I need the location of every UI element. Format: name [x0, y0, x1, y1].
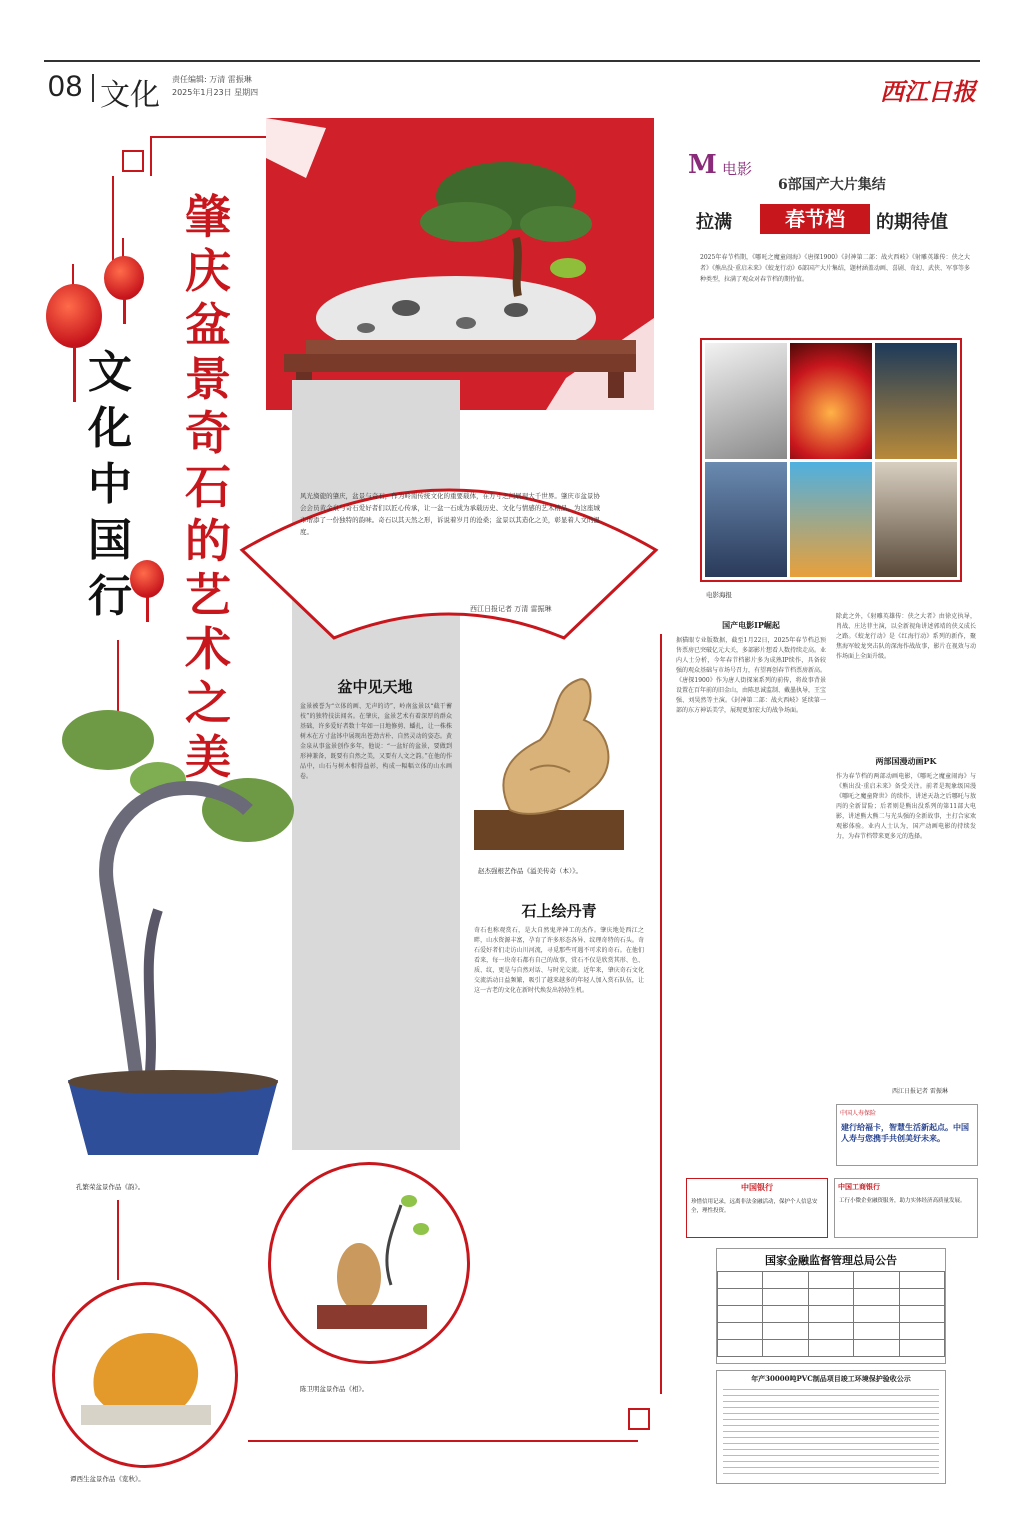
film-poster — [790, 462, 872, 578]
section1-body: 盆景被誉为“立体的画、无声的诗”，岭南盆景以“截干蓄枝”的独特技法闻名。在肇庆，盆景艺术有着深厚的群众基础，许多爱好者数十年如一日地修剪、蟠扎，让一株株树木在方寸盆钵中展现出苍劲古朴、自然灵动的姿态。黄金泉从事盆景创作多年，他说：“一盆好的盆景，要做到形神兼备，既要有自然之美，又要有人文之韵。”在他的作品中，山石与树木相得益彰，构成一幅幅立体的山水画卷。 — [300, 703, 452, 780]
film-poster — [875, 462, 957, 578]
film-lead: 2025年春节档期，《哪吒之魔童闹海》《唐探1900》《封神第二部：战火西岐》《射雕英雄传：侠之大者》《熊出没·重启未来》《蛟龙行动》6部国产大片集结，题材涵盖动画、喜剧、奇幻、武侠、军事等多种类型，拉满了观众对春节档的期待值。 — [700, 254, 970, 283]
film-badge-label: 电影 — [722, 160, 753, 178]
ad1-title: 中国人寿保险 — [840, 1110, 877, 1117]
header-divider — [92, 74, 94, 102]
frame-line-left-lower — [117, 1200, 119, 1280]
film-col2-heading: 两部国漫动画PK — [875, 756, 937, 766]
ad3-body: 工行小微企业融资服务，助力实体经济高质量发展。 — [839, 1198, 966, 1204]
newspaper-logo: 西江日报 — [880, 77, 976, 106]
film-col2-body: 除此之外，《射雕英雄传：侠之大者》由徐克执导，肖战、庄达菲主演，以全新视角讲述郭靖的侠义成长之路。《蛟龙行动》是《红海行动》系列的新作，聚焦海军蛟龙突击队的深海作战故事，影片在视效与动作场面上全面升级。 — [836, 613, 976, 660]
film-title-highlight: 春节档 — [760, 204, 870, 234]
film-subtitle: 6部国产大片集结 — [778, 177, 886, 193]
notice-financial-regulator — [716, 1248, 946, 1364]
frame-line-topleft — [150, 136, 152, 176]
ad-box-bank-of-china[interactable] — [686, 1178, 828, 1238]
lantern-string-2 — [122, 238, 124, 258]
film-poster — [705, 343, 787, 459]
section2-heading: 石上绘丹青 — [521, 902, 597, 920]
ad2-bank: 中国银行 — [741, 1182, 773, 1192]
film-title-left: 拉满 — [696, 212, 732, 233]
header-rule — [44, 60, 980, 62]
lantern-tassel-2 — [123, 298, 126, 324]
ad2-body: 珍惜信用记录，远离非法金融活动，保护个人信息安全，理性投资。 — [691, 1199, 818, 1214]
film-col1-body: 据猫眼专业版数据，截至1月22日，2025年春节档总预售票房已突破亿元大关，多部影片想看人数持续走高。业内人士分析，今年春节档影片多为成熟IP续作，具备较强的观众基础与市场号召力，有望再创春节档票房新高。《唐探1900》作为唐人街探案系列的前传，将故事背景设置在百年前的旧金山，由陈思诚监制、戴墨执导，王宝强、刘昊然等主演。《封神第二部：战火西岐》延续第一部的东方神话美学，展现更加宏大的战争场面。 — [676, 637, 826, 714]
frame-corner-knot — [122, 150, 144, 172]
ad1-body: 建行给福卡，智慧生活新起点。中国人寿与您携手共创美好未来。 — [841, 1122, 969, 1143]
series-title: 文化中国行 — [88, 347, 132, 622]
film-byline: 西江日报记者 雷振琳 — [892, 1088, 948, 1095]
film-grid-caption: 电影海报 — [706, 591, 732, 599]
center-photo-caption: 赵杰强根艺作品《溢美传奇（本）》。 — [478, 867, 582, 875]
film-poster-grid — [700, 338, 962, 582]
lantern-icon — [104, 256, 144, 300]
left-bonsai-photo — [48, 690, 298, 1170]
film-poster — [875, 343, 957, 459]
film-badge-letter: M — [688, 150, 717, 180]
section1-heading: 盆中见天地 — [337, 678, 413, 696]
page-number: 08 — [48, 70, 84, 103]
feature-intro: 风光旖旎的肇庆，盆景与奇石，作为岭南传统文化的重要载体，在方寸之间展现大千世界。肇庆市盆景协会会员黄金泉与奇石爱好者们以匠心传承，让一盆一石成为承载历史、文化与情感的艺术精品，为这座城市增添了一份独特的韵味。奇石以其天然之形，诉说着岁月的沧桑；盆景以其造化之美，彰显着人文的温度。 — [300, 492, 600, 536]
ad-box-insurance[interactable] — [836, 1104, 978, 1166]
feature-main-title: 肇庆盆景奇石的艺术之美 — [185, 190, 231, 784]
frame-line-bottom — [248, 1440, 638, 1442]
frame-line-top — [150, 136, 266, 138]
left-bonsai-caption: 孔繁荣盆景作品《韵》。 — [76, 1183, 145, 1191]
lantern-tassel-3 — [146, 596, 149, 622]
header-meta-date: 2025年1月23日 星期四 — [172, 88, 259, 97]
notice2-body-lines — [723, 1389, 939, 1475]
ad-box-icbc[interactable] — [834, 1178, 978, 1238]
root-carving-photo — [470, 660, 650, 860]
frame-corner-knot-bottom — [628, 1408, 650, 1430]
film-col1-heading: 国产电影IP崛起 — [722, 620, 780, 630]
film-title-right: 的期待值 — [876, 212, 948, 233]
lantern-icon — [46, 284, 102, 348]
frame-line-right — [660, 634, 662, 1394]
film-col2-body2: 作为春节档的两部动画电影，《哪吒之魔童闹海》与《熊出没·重启未来》备受关注。前者是现象级国漫《哪吒之魔童降世》的续作，讲述天劫之后哪吒与敖丙的全新冒险；后者则是熊出没系列的第11部大电影，讲述熊大熊二与光头强的全新故事，主打合家欢观影体验。业内人士认为，国产动画电影的持续发力，为春节档带来更多元的选择。 — [836, 773, 976, 840]
lantern-string-1 — [72, 264, 74, 286]
bottom-left-caption: 谭西生盆景作品《览秋》。 — [70, 1475, 145, 1483]
page-section: 文化 — [100, 78, 160, 113]
notice-environment — [716, 1370, 946, 1484]
ad3-bank: 中国工商银行 — [838, 1182, 880, 1191]
bottom-mid-circle-photo — [268, 1162, 470, 1364]
film-poster — [790, 343, 872, 459]
top-bonsai-photo — [266, 118, 654, 410]
header-meta-editor: 责任编辑: 万清 雷振琳 — [172, 75, 252, 84]
bottom-mid-caption: 陈卫明盆景作品《相》。 — [300, 1385, 369, 1393]
lantern-tassel-1 — [73, 346, 76, 402]
feature-byline: 西江日报记者 万清 雷振琳 — [470, 605, 552, 613]
notice1-table — [717, 1271, 945, 1357]
section2-body: 奇石也称观赏石，是大自然鬼斧神工的杰作。肇庆地处西江之畔，山水资源丰富，孕育了许多形态各异、纹理奇特的石头。奇石爱好者们走访山川河流，寻觅那些可遇不可求的奇石。在他们看来，每一块奇石都有自己的故事，赏石不仅是欣赏其形、色、质、纹，更是与自然对话、与时光交流。近年来，肇庆奇石文化交流活动日益频繁，吸引了越来越多的年轻人加入赏石队伍，让这一古老的文化在新时代焕发出勃勃生机。 — [474, 927, 644, 994]
notice2-title: 年产30000吨PVC制品项目竣工环境保护验收公示 — [751, 1374, 911, 1383]
bottom-left-circle-photo — [52, 1282, 238, 1468]
film-poster — [705, 462, 787, 578]
notice1-title: 国家金融监督管理总局公告 — [765, 1254, 897, 1267]
